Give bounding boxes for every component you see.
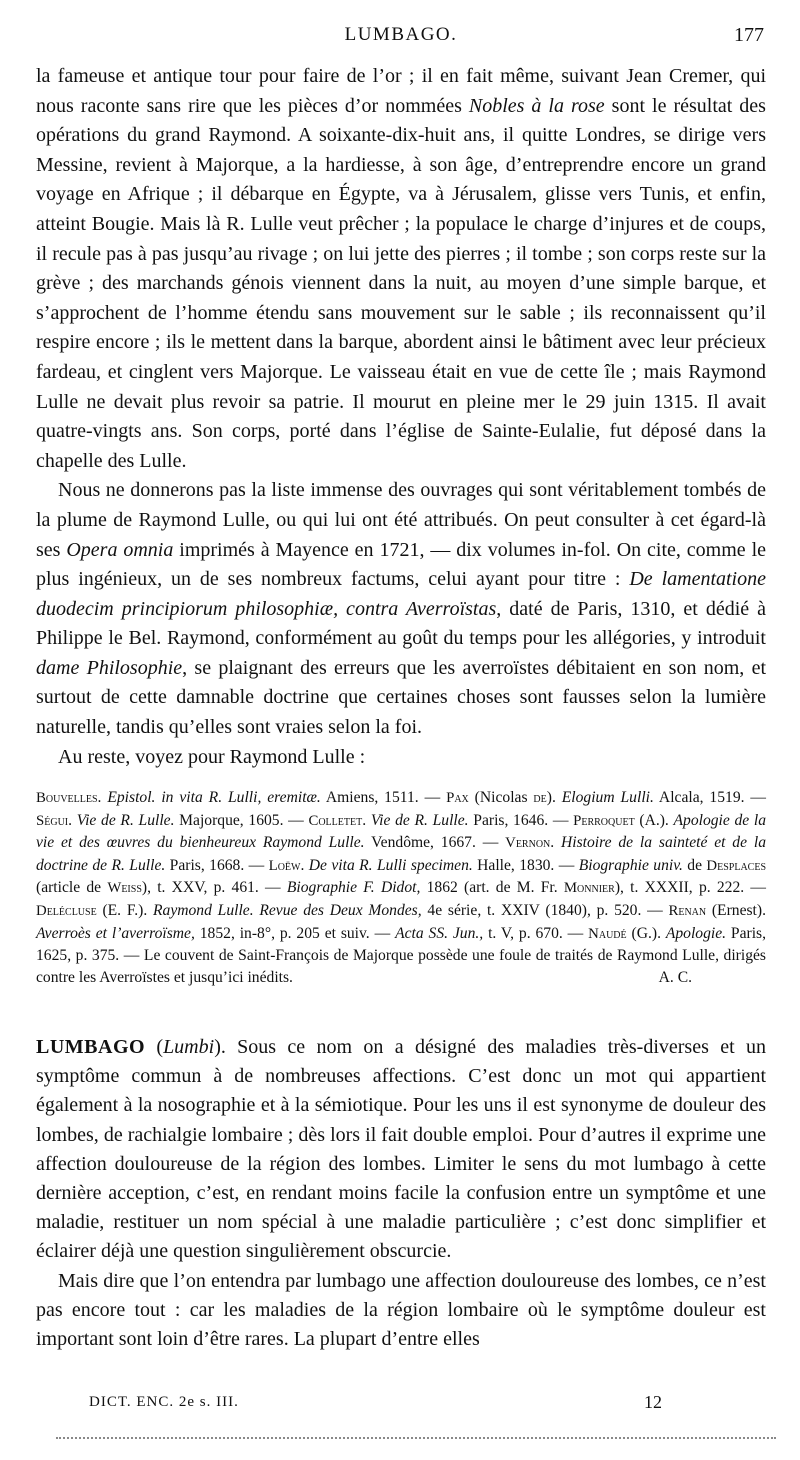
bib-text: (E. F.). <box>96 901 153 919</box>
bib-text: 1862 (art. de M. Fr. <box>420 879 564 897</box>
bib-title: Apologie. <box>665 924 727 942</box>
headword: LUMBAGO <box>36 1036 146 1058</box>
bib-author: Pax <box>446 790 469 806</box>
paragraph-lulle-works <box>36 476 766 742</box>
running-title: LUMBAGO. <box>344 24 458 45</box>
bib-text: Paris, 1625, p. 375. — Le couvent de Saint-François de Majorque possède une foule de traités de Raymond Lulle, dirigés contre les Averroïstes et jusqu’ici inédits. <box>36 924 767 986</box>
paragraph-see-also: Au reste, voyez pour Raymond Lulle : <box>58 745 366 768</box>
bottom-dotted-rule <box>56 1437 776 1439</box>
bib-text: (Nicolas <box>468 789 534 806</box>
article-lumbago <box>36 1033 766 1354</box>
bibliography <box>36 787 766 988</box>
bib-title: Histoire de la sainteté et de la doctrine de R. Lulle. <box>36 834 766 874</box>
bib-author: Weiss <box>107 880 142 897</box>
bib-author: Ségui <box>36 812 69 829</box>
bib-title: Biographie univ. <box>578 856 683 874</box>
italic-title: De lamentatione duodecim principiorum philosophiæ, contra Averroïstas <box>36 568 766 620</box>
bib-text: . <box>68 811 77 829</box>
bib-author: Delécluse <box>36 902 97 919</box>
bib-text: ), t. XXV, p. 461. — <box>141 879 287 897</box>
bib-text: . <box>97 789 108 806</box>
signature-mark: DICT. ENC. 2e s. III. <box>89 1394 239 1410</box>
bib-title: Biographie F. Didot, <box>286 879 421 897</box>
page-footer <box>36 1392 766 1416</box>
bib-text: Alcala, 1519. — <box>653 789 767 806</box>
bib-text: . <box>550 834 561 852</box>
text-run: la fameuse et antique tour pour faire de l’or ; il en fait même, suivant Jean Cremer, qui nous raconte sans rire que les pièces d’or nommées <box>36 65 766 117</box>
text-run: , daté de Paris, 1310, et dédié à Philippe le Bel. Raymond, conformément au goût du temps pour les allégories, y introduit <box>36 597 766 650</box>
bib-text: ). <box>546 789 562 806</box>
bib-text: ), t. XXXII, p. 222. — <box>614 879 766 897</box>
bib-text: (article de <box>36 879 108 897</box>
bib-text: . <box>300 856 309 874</box>
paragraph-lumbago-definition <box>36 1033 766 1267</box>
bib-text: Halle, 1830. — <box>472 856 579 874</box>
sheet-number: 12 <box>644 1392 662 1412</box>
bib-author: Loëw <box>268 857 301 874</box>
bib-author: Renan <box>668 902 707 919</box>
bib-author: Monnier <box>563 880 615 897</box>
bib-title: Epistol. in vita R. Lulli, eremitæ. <box>107 789 321 806</box>
bib-author: de <box>533 790 547 806</box>
bib-author: Naudé <box>588 925 627 942</box>
text-run: ( <box>145 1036 164 1058</box>
bib-title: Elogium Lulli. <box>561 789 654 806</box>
bib-text: Amiens, 1511. — <box>320 789 447 806</box>
bib-text: (Ernest). <box>706 901 766 919</box>
body-text <box>36 62 766 772</box>
bib-title: Raymond Lulle. Revue des Deux Mondes, <box>153 901 422 919</box>
author-signature: A. C. <box>658 968 692 986</box>
bib-text: (A.). <box>634 811 674 829</box>
bib-title: Apologie de la vie et des œuvres du bienheureux Raymond Lulle. <box>36 811 767 852</box>
italic-term: Lumbi <box>163 1036 215 1058</box>
text-run: Nous ne donnerons pas la liste immense des ouvrages qui sont véritablement tombés de la plume de Raymond Lulle, ou qui lui ont été attribués. On peut consulter à cet égard-là ses <box>36 479 766 561</box>
page-number: 177 <box>734 24 764 46</box>
bibliography-runs <box>36 789 766 986</box>
bib-text: Vendôme, 1667. — <box>364 834 506 852</box>
bib-title: Vie de R. Lulle. <box>76 811 175 829</box>
bib-title: De vita R. Lulli specimen. <box>308 856 473 874</box>
paragraph-lumbago-scope: Mais dire que l’on entendra par lumbago une affection douloureuse des lombes, ce n’est pas encore tout : car les maladies de la région lombaire où le symptôme douleur est important sont loin d’être rares. La plupart d’entre elles <box>36 1269 766 1351</box>
bibliography-list <box>36 787 766 988</box>
bib-text: 1852, in-8°, p. 205 et suiv. — <box>194 924 396 942</box>
italic-title: Nobles à la rose <box>468 94 605 117</box>
text-run: ). Sous ce nom on a désigné des maladies très-diverses et un symptôme commun à de nombreuses affections. C’est donc un mot qui appartient également à la nosographie et à la sémiotique. Pour les uns il est synonyme de douleur des lombes, de rachialgie lombaire ; dès lors il fait double emploi. Pour d’autres il exprime une affection douloureuse de la région des lombes. Limiter le sens du mot lumbago à cette dernière acception, c’est, en rendant moins facile la confusion entre un symptôme et une maladie, restituer un nom spécial à une maladie particulière ; c’est donc simplifier et éclairer déjà une question singulièrement obscurcie. <box>36 1036 766 1263</box>
paragraph-lulle-death <box>36 62 766 476</box>
bib-author: Perroquet <box>573 812 635 829</box>
italic-title: Opera omnia <box>66 538 174 561</box>
bib-title: Vie de R. Lulle. <box>370 811 469 829</box>
bib-author: Desplaces <box>706 857 767 874</box>
bib-text: (G.). <box>626 924 666 942</box>
bib-text: . <box>362 811 371 829</box>
running-head <box>36 24 766 50</box>
bib-text: Paris, 1668. — <box>165 856 269 874</box>
italic-title: dame Philosophie <box>36 656 183 679</box>
bib-text: Majorque, 1605. — <box>174 811 309 829</box>
bib-author: Bouvelles <box>36 790 98 806</box>
bib-title: Averroès et l’averroïsme, <box>36 924 195 942</box>
bib-title: Acta SS. Jun., <box>395 924 484 942</box>
bib-text: 4e série, t. XXIV (1840), p. 520. — <box>421 901 669 919</box>
text-run: sont le résultat des opérations du grand Raymond. A soixante-dix-huit ans, il quitte Londres, se dirige vers Messine, revient à Majorque, a la hardiesse, à son âge, d’entreprendre encore un grand voyage en Afrique ; il débarque en Égypte, va à Jérusalem, glisse vers Tunis, et enfin, atteint Bougie. Mais là R. Lulle veut prêcher ; la populace le charge d’injures et de coups, il recule pas à pas jusqu’au rivage ; on lui jette des pierres ; il tombe ; son corps reste sur la grève ; des marchands génois viennent dans la nuit, au moyen d’une simple barque, et s’approchent de l’homme étendu sans mouvement sur le sable ; ils reconnaissent qu’il respire encore ; ils le mettent dans la barque, abordent ainsi le bâtiment avec leur précieux fardeau, et cinglent vers Majorque. Le vaisseau était en vue de cette île ; mais Raymond Lulle ne devait plus revoir sa patrie. Il mourut en pleine mer le 29 juin 1315. Il avait quatre-vingts ans. Son corps, porté dans l’église de Sainte-Eulalie, fut déposé dans la chapelle des Lulle. <box>36 94 766 472</box>
text-run: imprimés à Mayence en 1721, — dix volumes in-fol. On cite, comme le plus ingénieux, un de ses nombreux factums, celui ayant pour titre : <box>36 538 766 591</box>
bib-text: de <box>682 856 707 874</box>
bib-author: Vernon <box>505 835 551 852</box>
bib-author: Colletet <box>308 812 363 829</box>
text-run: , se plaignant des erreurs que les averroïstes débitaient en son nom, et surtout de cette damnable doctrine que certaines choses sont fausses selon la lumière naturelle, tandis qu’elles sont vraies selon la foi. <box>36 656 766 739</box>
bib-text: Paris, 1646. — <box>468 811 574 829</box>
bib-text: t. V, p. 670. — <box>483 924 589 942</box>
